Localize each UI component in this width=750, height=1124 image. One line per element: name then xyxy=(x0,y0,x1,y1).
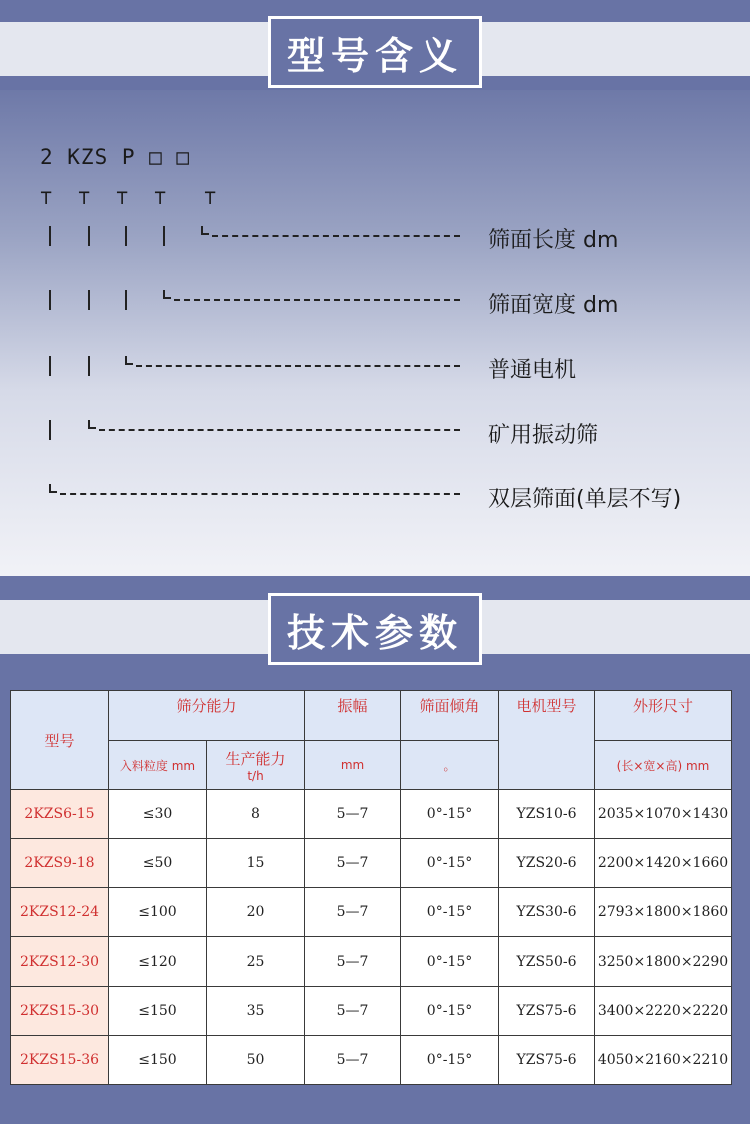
table-row xyxy=(11,888,732,937)
cell-dims: 3250×1800×2290 xyxy=(595,937,732,986)
connector-corner xyxy=(201,226,209,235)
section-title-text: 技术参数 xyxy=(286,610,463,655)
cell-feed: ≤100 xyxy=(109,888,207,937)
table-row xyxy=(11,937,732,986)
legend-length: 筛面长度 dm xyxy=(488,228,619,253)
vbar xyxy=(88,290,90,310)
tick-5: ⊤ xyxy=(204,185,217,209)
cell-angle: 0°-15° xyxy=(401,1035,499,1084)
connector-dash xyxy=(99,429,460,431)
cell-amplitude: 5—7 xyxy=(305,839,401,888)
cell-production: 25 xyxy=(207,937,305,986)
connector-dash xyxy=(136,365,460,367)
cell-motor: YZS75-6 xyxy=(499,1035,595,1084)
tick-3: ⊤ xyxy=(116,185,129,209)
vbar xyxy=(88,356,90,376)
cell-motor: YZS30-6 xyxy=(499,888,595,937)
cell-model: 2KZS12-24 xyxy=(11,888,109,937)
tick-4: ⊤ xyxy=(154,185,167,209)
header-capacity: 筛分能力 xyxy=(109,691,305,741)
legend-motor: 普通电机 xyxy=(488,358,577,383)
connector-corner xyxy=(49,484,57,493)
cell-amplitude: 5—7 xyxy=(305,888,401,937)
vbar xyxy=(125,226,127,246)
cell-angle: 0°-15° xyxy=(401,790,499,839)
cell-feed: ≤150 xyxy=(109,1035,207,1084)
header-production-label: 生产能力 xyxy=(225,749,286,768)
cell-motor: YZS10-6 xyxy=(499,790,595,839)
vbar xyxy=(49,290,51,310)
table-row xyxy=(11,790,732,839)
cell-amplitude: 5—7 xyxy=(305,1035,401,1084)
legend-double-deck: 双层筛面(单层不写) xyxy=(488,487,682,512)
connector-dash xyxy=(174,299,460,301)
tick-2: ⊤ xyxy=(78,185,91,209)
cell-model: 2KZS6-15 xyxy=(11,790,109,839)
model-meaning-panel xyxy=(0,90,750,576)
header-production xyxy=(207,741,305,790)
header-production-unit: t/h xyxy=(247,768,264,783)
cell-angle: 0°-15° xyxy=(401,839,499,888)
connector-dash xyxy=(60,493,460,495)
header-model: 型号 xyxy=(11,691,109,790)
header-feed-size: 入料粒度 mm xyxy=(109,741,207,790)
header-angle: 筛面倾角 xyxy=(401,691,499,741)
cell-model: 2KZS15-36 xyxy=(11,1035,109,1084)
vbar xyxy=(49,356,51,376)
model-code: 2 KZS P □ □ xyxy=(40,145,191,169)
section-title-tech-params xyxy=(268,593,482,665)
cell-dims: 3400×2220×2220 xyxy=(595,986,732,1035)
connector-corner xyxy=(125,356,133,365)
table-row xyxy=(11,1035,732,1084)
cell-dims: 2035×1070×1430 xyxy=(595,790,732,839)
legend-width: 筛面宽度 dm xyxy=(488,293,619,318)
cell-production: 15 xyxy=(207,839,305,888)
header-dims: 外形尺寸 xyxy=(595,691,732,741)
vbar xyxy=(49,226,51,246)
cell-amplitude: 5—7 xyxy=(305,986,401,1035)
cell-production: 35 xyxy=(207,986,305,1035)
cell-model: 2KZS9-18 xyxy=(11,839,109,888)
cell-motor: YZS50-6 xyxy=(499,937,595,986)
legend-mining: 矿用振动筛 xyxy=(488,423,599,448)
cell-feed: ≤120 xyxy=(109,937,207,986)
cell-angle: 0°-15° xyxy=(401,888,499,937)
vbar xyxy=(125,290,127,310)
connector-corner xyxy=(88,420,96,429)
cell-dims: 2200×1420×1660 xyxy=(595,839,732,888)
tick-1: ⊤ xyxy=(40,185,53,209)
section-title-text: 型号含义 xyxy=(286,33,463,78)
cell-motor: YZS75-6 xyxy=(499,986,595,1035)
cell-angle: 0°-15° xyxy=(401,986,499,1035)
cell-production: 8 xyxy=(207,790,305,839)
table-row xyxy=(11,986,732,1035)
header-amplitude: 振幅 xyxy=(305,691,401,741)
table-row xyxy=(11,839,732,888)
header-amplitude-unit: mm xyxy=(305,741,401,790)
cell-amplitude: 5—7 xyxy=(305,937,401,986)
cell-dims: 2793×1800×1860 xyxy=(595,888,732,937)
header-angle-unit: 。 xyxy=(401,741,499,790)
cell-angle: 0°-15° xyxy=(401,937,499,986)
cell-model: 2KZS12-30 xyxy=(11,937,109,986)
tech-params-table xyxy=(10,690,731,1085)
section-title-model-meaning xyxy=(268,16,482,88)
cell-dims: 4050×2160×2210 xyxy=(595,1035,732,1084)
cell-amplitude: 5—7 xyxy=(305,790,401,839)
header-motor: 电机型号 xyxy=(499,691,595,790)
cell-production: 50 xyxy=(207,1035,305,1084)
vbar xyxy=(88,226,90,246)
cell-production: 20 xyxy=(207,888,305,937)
cell-model: 2KZS15-30 xyxy=(11,986,109,1035)
vbar xyxy=(163,226,165,246)
header-dims-unit: (长×宽×高) mm xyxy=(595,741,732,790)
cell-feed: ≤150 xyxy=(109,986,207,1035)
vbar xyxy=(49,420,51,440)
connector-corner xyxy=(163,290,171,299)
cell-motor: YZS20-6 xyxy=(499,839,595,888)
connector-dash xyxy=(212,235,460,237)
cell-feed: ≤50 xyxy=(109,839,207,888)
cell-feed: ≤30 xyxy=(109,790,207,839)
